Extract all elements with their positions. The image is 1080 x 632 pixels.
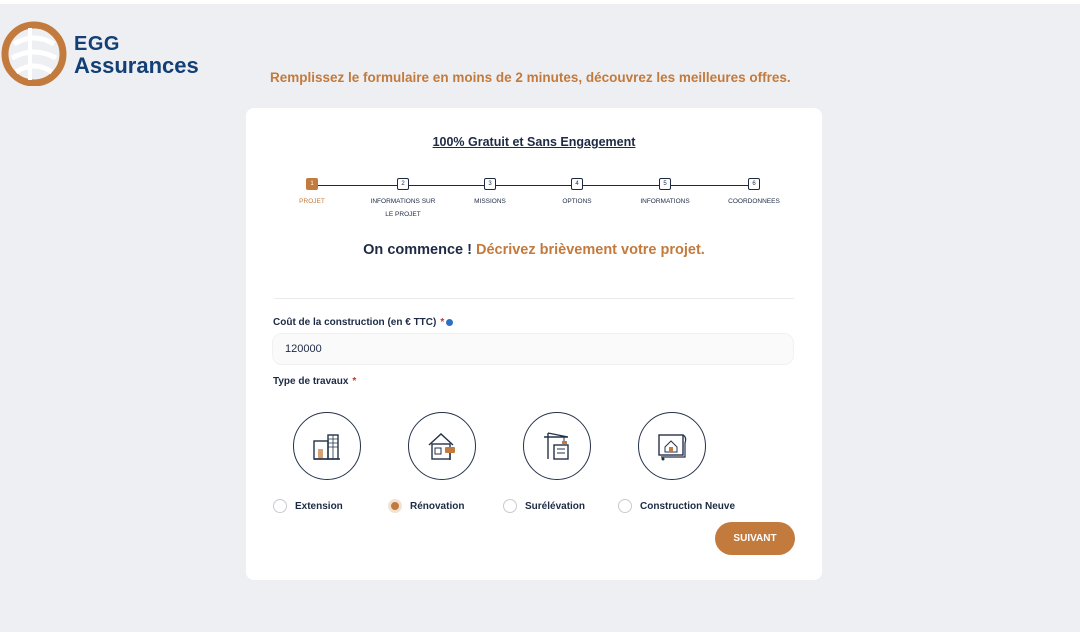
section-headline [246,242,822,258]
step-number: 2 [397,178,409,190]
radio-construction-neuve[interactable] [618,499,632,513]
step-label: INFORMATIONS SUR LE PROJET [370,198,436,218]
page-tagline: Remplissez le formulaire en moins de 2 minutes, découvrez les meilleures offres. [270,70,791,85]
option-label: Construction Neuve [640,501,736,512]
step-coordonnees [709,178,799,208]
step-number: 4 [571,178,583,190]
step-projet [267,178,357,208]
step-label: OPTIONS [562,198,592,205]
headline-accent: Décrivez brièvement votre projet. [475,242,705,258]
next-button[interactable]: SUIVANT [715,522,795,555]
brand-line2: Assurances [74,53,199,78]
step-options [532,178,622,208]
step-label: MISSIONS [474,198,506,205]
option-label: Surélévation [525,501,586,512]
egg-logo-icon [0,18,68,86]
option-label: Extension [295,501,343,512]
radio-surelevation[interactable] [503,499,517,513]
brand-name [74,33,199,77]
cost-label [273,317,453,328]
step-number: 5 [659,178,671,190]
work-type-label-text: Type de travaux [273,376,349,387]
radio-extension[interactable] [273,499,287,513]
form-card [246,108,822,580]
required-mark: * [352,376,357,387]
brand-line1: EGG [74,33,120,55]
step-number: 3 [484,178,496,190]
top-strip [0,0,1080,4]
step-label: INFORMATIONS [640,198,690,205]
option-label: Rénovation [410,501,465,512]
step-informations [620,178,710,208]
step-label: COORDONNEES [728,198,780,205]
step-informations-projet [358,178,448,221]
cost-label-text: Coût de la construction (en € TTC) [273,317,437,328]
required-mark: * [440,317,445,328]
renovation-house-icon[interactable] [408,412,476,480]
divider [274,298,794,299]
cost-input[interactable] [272,333,794,365]
blueprint-house-icon[interactable] [638,412,706,480]
crane-building-icon[interactable] [523,412,591,480]
form-stepper [246,178,822,238]
headline-start: On commence ! [363,242,472,258]
extension-house-icon[interactable] [293,412,361,480]
step-number: 6 [748,178,760,190]
brand-logo[interactable] [0,18,210,88]
info-icon[interactable] [446,319,453,326]
step-missions [445,178,535,208]
step-number: 1 [306,178,318,190]
radio-renovation[interactable] [388,499,402,513]
step-label: PROJET [299,198,325,205]
free-no-commitment-label: 100% Gratuit et Sans Engagement [432,135,636,149]
work-type-label [273,376,356,387]
